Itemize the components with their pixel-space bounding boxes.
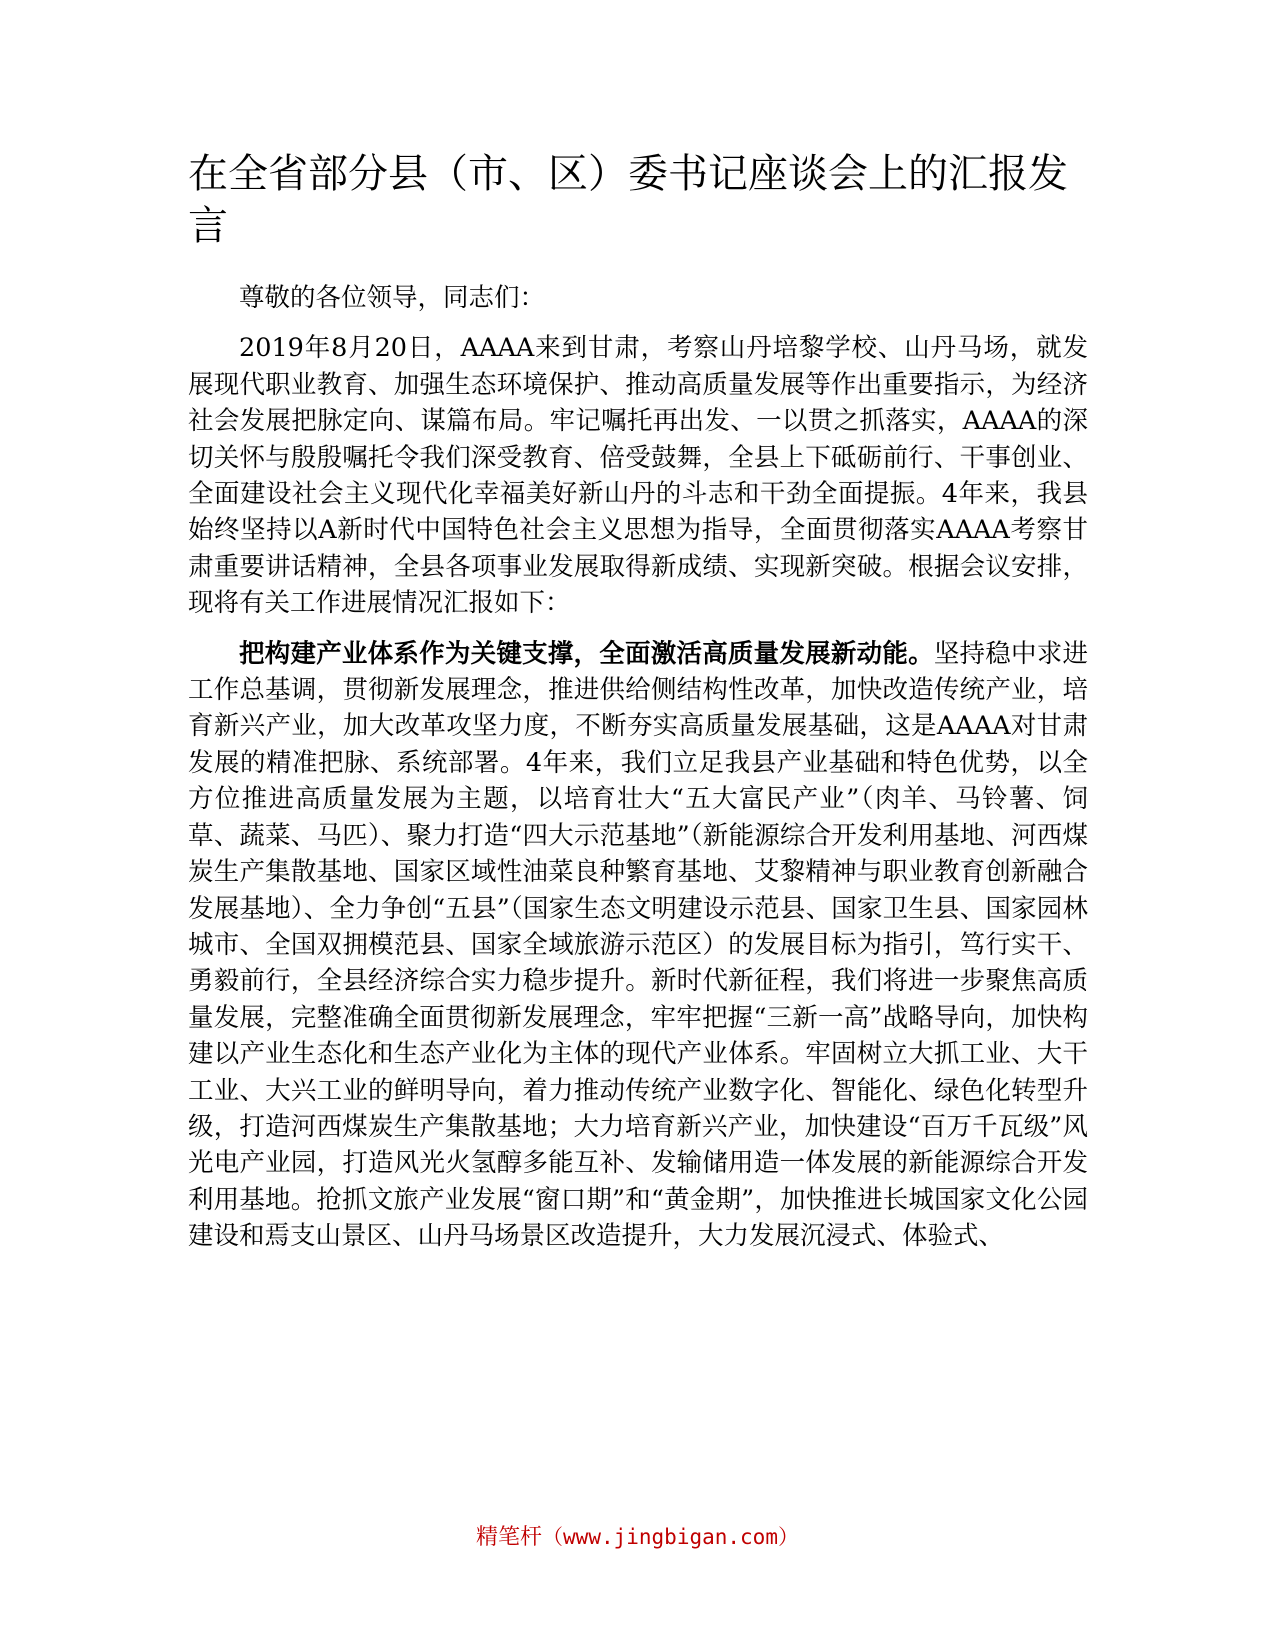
paragraph-intro: 2019年8月20日，AAAA来到甘肃，考察山丹培黎学校、山丹马场，就发展现代职业教育、加强生态环境保护、推动高质量发展等作出重要指示，为经济社会发展把脉定向、谋篇布局。牢记嘱托再出发、一以贯之抓落实，AAAA的深切关怀与殷殷嘱托令我们深受教育、倍受鼓舞，全县上下砥砺前行、干事创业、全面建设社会主义现代化幸福美好新山丹的斗志和干劲全面提振。4年来，我县始终坚持以A新时代中国特色社会主义思想为指导，全面贯彻落实AAAA考察甘肃重要讲话精神，全县各项事业发展取得新成绩、实现新突破。根据会议安排，现将有关工作进展情况汇报如下： bbox=[188, 333, 1088, 619]
document-title: 在全省部分县（市、区）委书记座谈会上的汇报发言 bbox=[188, 151, 1068, 249]
greeting: 尊敬的各位领导，同志们： bbox=[239, 283, 546, 313]
footer-site-url: （www.jingbigan.com） bbox=[542, 1525, 799, 1549]
paragraph-industry bbox=[188, 636, 1088, 1255]
paragraph-body: 坚持稳中求进工作总基调，贯彻新发展理念，推进供给侧结构性改革，加快改造传统产业，培育新兴产业，加大改革攻坚力度，不断夯实高质量发展基础，这是AAAA对甘肃发展的精准把脉、系统部署。4年来，我们立足我县产业基础和特色优势，以全方位推进高质量发展为主题，以培育壮大“五大富民产业”（肉羊、马铃薯、饲草、蔬菜、马匹）、聚力打造“四大示范基地”（新能源综合开发利用基地、河西煤炭生产集散基地、国家区域性油菜良种繁育基地、艾黎精神与职业教育创新融合发展基地）、全力争创“五县”（国家生态文明建设示范县、国家卫生县、国家园林城市、全国双拥模范县、国家全域旅游示范区）的发展目标为指引，笃行实干、勇毅前行，全县经济综合实力稳步提升。新时代新征程，我们将进一步聚焦高质量发展，完整准确全面贯彻新发展理念，牢牢把握“三新一高”战略导向，加快构建以产业生态化和生态产业化为主体的现代产业体系。牢固树立大抓工业、大干工业、大兴工业的鲜明导向，着力推动传统产业数字化、智能化、绿色化转型升级，打造河西煤炭生产集散基地；大力培育新兴产业，加快建设“百万千瓦级”风光电产业园，打造风光火氢醇多能互补、发输储用造一体发展的新能源综合开发利用基地。抢抓文旅产业发展“窗口期”和“黄金期”，加快推进长城国家文化公园建设和焉支山景区、山丹马场景区改造提升，大力发展沉浸式、体验式、 bbox=[188, 638, 1088, 1252]
paragraph-lead: 把构建产业体系作为关键支撑，全面激活高质量发展新动能。 bbox=[239, 638, 934, 669]
document-body bbox=[188, 280, 1088, 1255]
footer-site-name: 精笔杆 bbox=[476, 1525, 543, 1550]
footer-watermark bbox=[0, 1522, 1275, 1553]
